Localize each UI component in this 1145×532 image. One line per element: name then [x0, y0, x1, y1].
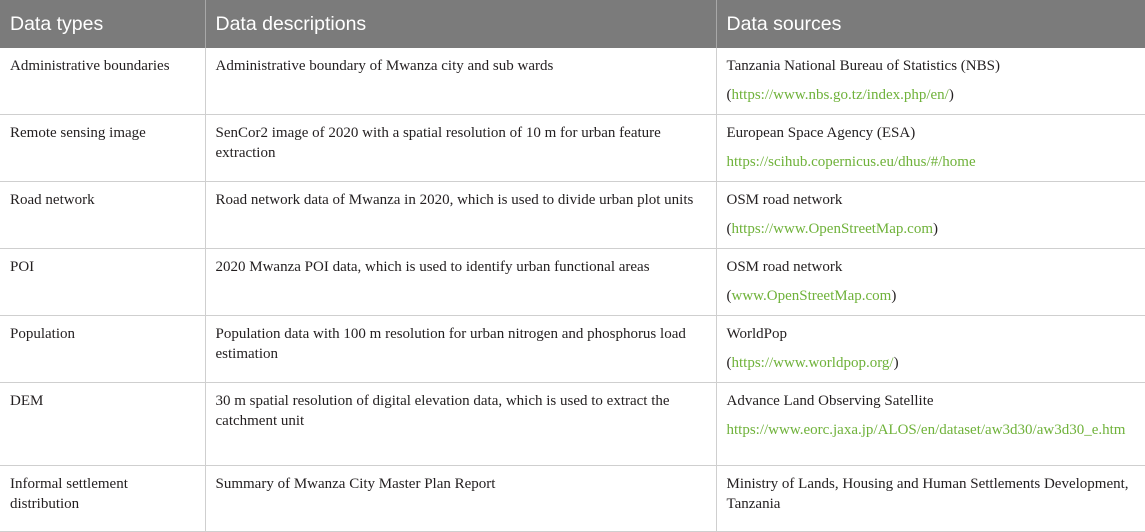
source-link[interactable]: https://www.eorc.jaxa.jp/ALOS/en/dataset/aw3d30/aw3d30_e.htm	[726, 421, 1126, 438]
cell-description: Summary of Mwanza City Master Plan Report	[205, 465, 716, 531]
cell-data-type: Informal settlement distribution	[0, 465, 205, 531]
cell-source	[716, 465, 1145, 531]
source-name: European Space Agency (ESA)	[726, 124, 916, 141]
table-row	[0, 48, 1145, 114]
table-row	[0, 315, 1145, 382]
source-link-line	[727, 286, 1136, 306]
cell-description: 2020 Mwanza POI data, which is used to identify urban functional areas	[205, 248, 716, 315]
source-link[interactable]: https://www.OpenStreetMap.com	[731, 220, 933, 237]
cell-data-type: Remote sensing image	[0, 114, 205, 181]
source-link-line	[727, 152, 1136, 172]
source-link-line	[727, 219, 1136, 239]
source-name: OSM road network	[726, 258, 843, 275]
header-data-types: Data types	[0, 0, 205, 48]
link-close-paren: )	[891, 287, 897, 304]
cell-source	[716, 315, 1145, 382]
cell-source	[716, 382, 1145, 465]
cell-source	[716, 114, 1145, 181]
source-name: WorldPop	[726, 325, 787, 342]
source-link[interactable]: www.OpenStreetMap.com	[731, 287, 892, 304]
cell-description: 30 m spatial resolution of digital elevation data, which is used to extract the catchment unit	[205, 382, 716, 465]
cell-data-type: DEM	[0, 382, 205, 465]
table-row	[0, 181, 1145, 248]
cell-data-type: POI	[0, 248, 205, 315]
source-name: Ministry of Lands, Housing and Human Settlements Development, Tanzania	[726, 475, 1129, 512]
source-name: OSM road network	[726, 191, 843, 208]
source-link-line	[727, 353, 1136, 373]
link-open-paren: (	[726, 287, 732, 304]
cell-description: Administrative boundary of Mwanza city and sub wards	[205, 48, 716, 114]
cell-data-type: Road network	[0, 181, 205, 248]
source-name: Tanzania National Bureau of Statistics (NBS)	[726, 58, 1000, 74]
link-open-paren: (	[726, 220, 732, 237]
source-link[interactable]: https://www.worldpop.org/	[731, 354, 894, 371]
table-row	[0, 248, 1145, 315]
link-close-paren: )	[948, 87, 954, 103]
cell-data-type: Population	[0, 315, 205, 382]
cell-source	[716, 48, 1145, 114]
source-link[interactable]: https://scihub.copernicus.eu/dhus/#/home	[726, 153, 976, 170]
link-open-paren: (	[726, 354, 732, 371]
table-row	[0, 465, 1145, 531]
link-close-paren: )	[893, 354, 899, 371]
cell-description: Road network data of Mwanza in 2020, which is used to divide urban plot units	[205, 181, 716, 248]
cell-description: SenCor2 image of 2020 with a spatial resolution of 10 m for urban feature extraction	[205, 114, 716, 181]
header-data-descriptions: Data descriptions	[205, 0, 716, 48]
cell-data-type: Administrative boundaries	[0, 48, 205, 114]
cell-source	[716, 181, 1145, 248]
table-header-row	[0, 0, 1145, 48]
cell-description: Population data with 100 m resolution for urban nitrogen and phosphorus load estimation	[205, 315, 716, 382]
source-link-line	[727, 85, 1136, 105]
header-data-sources: Data sources	[716, 0, 1145, 48]
source-link-line	[727, 420, 1136, 440]
link-open-paren: (	[726, 87, 732, 103]
table-row	[0, 382, 1145, 465]
link-close-paren: )	[933, 220, 938, 237]
source-link[interactable]: https://www.nbs.go.tz/index.php/en/	[731, 87, 949, 103]
source-name: Advance Land Observing Satellite	[726, 392, 934, 409]
cell-source	[716, 248, 1145, 315]
table-row	[0, 114, 1145, 181]
